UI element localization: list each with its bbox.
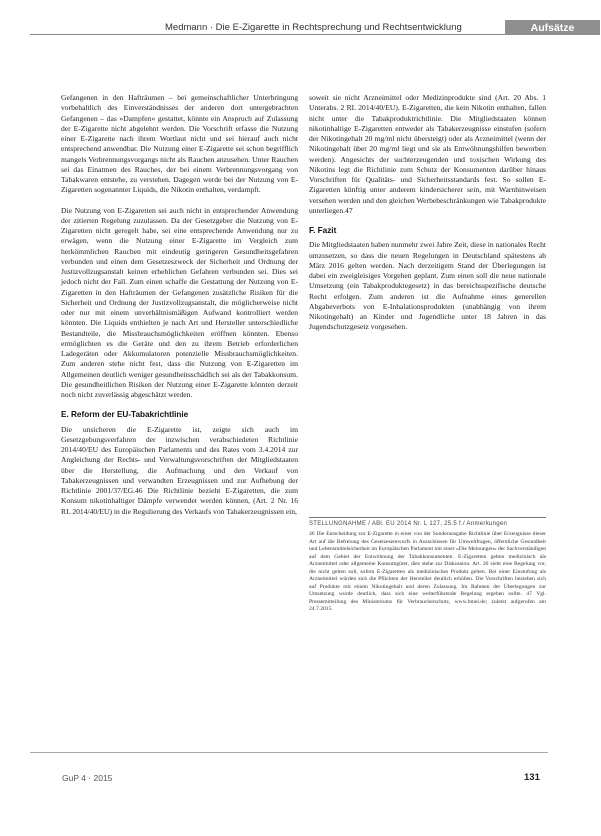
header-rule <box>30 34 510 35</box>
section-tab: Aufsätze <box>505 20 600 35</box>
footnote-heading: STELLUNGNAHME / ABl. EU 2014 Nr. L 127, 25.5 f./ Anmerkungen <box>309 521 508 527</box>
journal-issue: GuP 4 · 2015 <box>62 773 113 783</box>
paragraph: Die unsicheren die E-Zigarette ist, zeigte sich auch im Gesetzgebungsverfahren der inzwischen verabschiedeten Richtlinie 2014/40/EU des Europäischen Parlaments und des Rates vom 3.4.2014 zur Angleichung der Rechts- und Verwaltungsvorschriften der Mitgliedstaaten über die Herstellung, die Aufmachung und den Verkauf von Tabakerzeugnissen und verwandten Erzeugnissen und zur Aufhebung der Richtlinie 2001/37/EG.46 Die Richtlinie bezieht E-Zigaretten, die zum Konsum nikotinhaltiger Dämpfe verwendet werden können, (Art. 2 Nr. 16 RL 2014/40/EU) in die Regulierung des Verkaufs von Tabakerzeugnissen ein, <box>61 424 298 516</box>
right-column <box>309 93 546 343</box>
footer-rule <box>30 752 548 753</box>
footnote-text: 46 Die Entscheidung zur E-Zigarette in einer von der Sonderausgabe Richtlinie über Erzeugnisse dieser Art auf die Befreiung des Gesetzesentwurfs in Ausschüssen für Umweltfragen, öffentliche Gesundheit und Lebensmittelsicherheit im Europäischen Parlament mit einer »Die Meinungen« der Sachverständigen auf dem Gebiet der Entwöhnung der Tabakkonsumenten. E-Zigaretten gelten medizinisch als Arzneimittel oder allgemeine Konsumgüter, dies stehe zur Diskussion. Art. 20 sieht eine Regelung vor, die nicht gelten soll, sofern E-Zigaretten als medizinisches Produkt gelten. Bei einer Einstufung als Arzneimittel würden sich die Pflichten der Hersteller deutlich erhöhen. Die Vorschriften beziehen sich auf Produkte mit einem Nikotingehalt und deren Zulassung. Im Rahmen der Überlegungen zur Umsetzung wurde deutlich, dass sich eine weiterführende Regelung ergeben sollte. 47 Vgl. Pressemitteilung des Ministeriums für Verbraucherschutz, www.bmel.de; zuletzt aufgerufen am 24.7.2015. <box>309 531 546 613</box>
page-number: 131 <box>524 772 540 783</box>
left-column <box>61 93 298 527</box>
section-heading: F. Fazit <box>309 226 337 235</box>
paragraph: soweit sie nicht Arzneimittel oder Medizinprodukte sind (Art. 20 Abs. 1 Unterabs. 2 RL 2014/40/EU). E-Zigaretten, die kein Nikotin enthalten, fallen nicht unter die Tabakproduktrichtlinie. Die Mitgliedstaaten können nikotinhaltige E-Zigaretten entweder als Tabakerzeugnisse einstufen (sofern der Nikotingehalt 20 mg/ml nicht übersteigt) oder als Arzneimittel (wenn der Nikotingehalt über 20 mg/ml liegt und sie als Entwöhnungshilfen beworben werden). Angesichts der suchterzeugenden und toxischen Wirkung des Nikotins legt die Richtlinie zum Schutz der Konsumenten darüber hinaus Vorschriften für Qualitäts- und Sicherheitsstandards fest. So sollen E-Zigaretten künftig unter anderem kindersicherer sein, mit Warnhinweisen versehen werden und den gleichen Werbebeschränkungen wie Tabakprodukte unterliegen.47 <box>309 93 546 215</box>
section-heading: E. Reform der EU-Tabakrichtlinie <box>61 410 189 420</box>
paragraph: Die Nutzung von E-Zigaretten sei auch nicht in entsprechender Anwendung der zitierten Regelung zuzulassen. Da der Gesetzgeber die Nutzung von E-Zigaretten nicht geregelt habe, sei eine entsprechende Anwendung nur zu erwägen, wenn die Nutzung einer E-Zigarette im Vergleich zum herkömmlichen Rauchen mit eindeutig geringeren Gesundheitsgefahren verbunden und einen dem Gesetzeszweck der Sicherheit und Ordnung der Justizvollzugsanstalt keinen erheblichen Gefahren verbunden sei. Dies sei jedoch nicht der Fall. Zum einen schaffe die Gestattung der Nutzung von E-Zigaretten in den Hafträumen der Gefangenen zusätzliche Risiken für die Sicherheit und Ordnung der Justizvollzugsanstalt, die möglicherweise nicht oder nur mit einem unverhältnismäßigen Aufwand kontrolliert werden könnten. Die Liquids enthielten je nach Art und Hersteller unterschiedliche Bestandteile, die Missbrauchsmöglichkeiten eröffnen könnten. Ebenso ermöglichten es die Geräte und den zu ihrem Betrieb erforderlichen Ladegeräten oder Akkumulatoren potenzielle Missbrauchsmöglichkeiten. Zum anderen stehe nicht fest, dass die Nutzung von E-Zigaretten im Allgemeinen deutlich weniger gesundheitsschädlich sei als der Tabakkonsum. Die gesundheitlichen Risiken der Nutzung einer E-Zigarette könnten derzeit noch nicht zuverlässig abgeschätzt werden. <box>61 205 298 399</box>
running-title: Medmann · Die E-Zigarette in Rechtsprechung und Rechtsentwicklung <box>165 22 462 33</box>
footnote-rule <box>309 517 546 518</box>
running-header <box>30 20 578 35</box>
paragraph: Gefangenen in den Hafträumen – bei gemeinschaftlicher Unterbringung vorbehaltlich des Einverständnisses der anderen dort untergebrachten Gefangenen – das »Dampfen« gestattet, könnte ein Anspruch auf Zulassung der E-Zigarette nicht abgelehnt werden. Die Vorschrift erfasse die Nutzung einer E-Zigarette nach ihrem Wortlaut nicht und sei hierauf auch nicht entsprechend anwendbar. Die Nutzung einer E-Zigarette sei schon begrifflich mangels Verbrennungsvorgangs nicht als Rauchen anzusehen. Unter Rauchen sei das Einatmen des Rauches, der bei einem Verbrennungsvorgang von Tabakwaren entstehe, zu verstehen. Dagegen werde bei der Nutzung von E-Zigaretten sogenannter Liquids, die Nikotin enthalten, verdampft. <box>61 93 298 195</box>
footnotes <box>309 517 546 614</box>
paragraph: Die Mitgliedstaaten haben nunmehr zwei Jahre Zeit, diese in nationales Recht umzusetzen, so dass die neuen Regelungen in Deutschland spätestens ab März 2016 gelten werden. Nach derzeitigem Stand der Überlegungen ist dabei ein zweigleisiges Vorgehen geplant. Zum einen soll die neue nationale Umsetzung (ein Tabakproduktegesetz) in das bereichsspezifische deutsche Recht erfolgen. Zum anderen ist die Aufnahme eines generellen Abgabeverbots von E-Inhalationsprodukten (unabhängig von ihrem Nikotingehalt) an Kinder und Jugendliche unter 18 Jahren in das Jugendschutzgesetz vorgesehen. <box>309 240 546 332</box>
